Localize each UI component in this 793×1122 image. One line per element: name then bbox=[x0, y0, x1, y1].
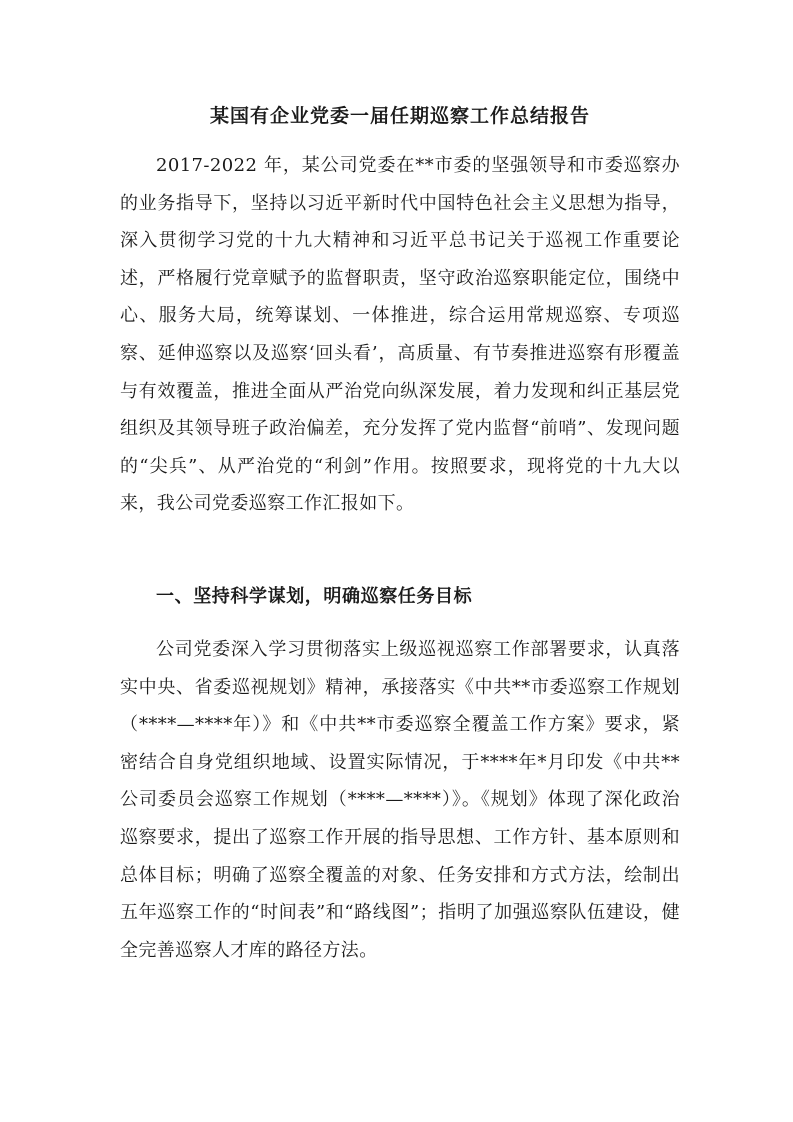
body-paragraph-intro: 2017-2022 年，某公司党委在**市委的坚强领导和市委巡察办的业务指导下，坚持以习近平新时代中国特色社会主义思想为指导，深入贯彻学习党的十九大精神和习近平总书记关于巡视工作重要论述，严格履行党章赋予的监督职责，坚守政治巡察职能定位，围绕中心、服务大局，统筹谋划、一体推进，综合运用常规巡察、专项巡察、延伸巡察以及巡察‘回头看’，高质量、有节奏推进巡察有形覆盖与有效覆盖，推进全面从严治党向纵深发展，着力发现和纠正基层党组织及其领导班子政治偏差，充分发挥了党内监督“前哨”、发现问题的“尖兵”、从严治党的“利剑”作用。按照要求，现将党的十九大以来，我公司党委巡察工作汇报如下。 bbox=[120, 155, 680, 515]
document-title: 某国有企业党委一届任期巡察工作总结报告 bbox=[209, 105, 590, 127]
section-heading: 一、坚持科学谋划，明确巡察任务目标 bbox=[156, 586, 473, 607]
body-paragraph-section-1: 公司党委深入学习贯彻落实上级巡视巡察工作部署要求，认真落实中央、省委巡视规划》精神，承接落实《中共**市委巡察工作规划（****—****年）》和《中共**市委巡察全覆盖工作方案》要求，紧密结合自身党组织地域、设置实际情况，于****年*月印发《中共**公司委员会巡察工作规划（****—****）》。《规划》体现了深化政治巡察要求，提出了巡察工作开展的指导思想、工作方针、基本原则和总体目标；明确了巡察全覆盖的对象、任务安排和方式方法，绘制出五年巡察工作的“时间表”和“路线图”；指明了加强巡察队伍建设，健全完善巡察人才库的路径方法。 bbox=[120, 639, 680, 961]
